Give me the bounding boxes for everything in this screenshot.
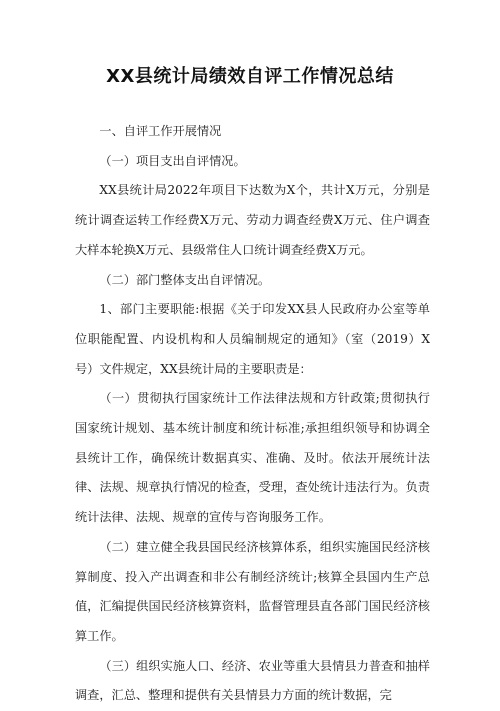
paragraph-duty-3: （三）组织实施人口、经济、农业等重大县情县力普查和抽样调查，汇总、整理和提供有关县情县力方面的统计数据，完	[75, 658, 430, 703]
document-body	[75, 117, 430, 711]
paragraph-duty-2: （二）建立健全我县国民经济核算体系，组织实施国民经济核算制度、投入产出调查和非公有制经济统计;核算全县国内生产总值，汇编提供国民经济核算资料，监督管理县直各部门国民经济核算工作。	[75, 539, 430, 643]
paragraph-duty-1: （一）贯彻执行国家统计工作法律法规和方针政策;贯彻执行国家统计规划、基本统计制度和统计标准;承担组织领导和协调全县统计工作，确保统计数据真实、准确、及时。依法开展统计法律、法规、规章执行情况的检查，受理，查处统计违法行为。负责统计法律、法规、规章的宣传与咨询服务工作。	[75, 391, 430, 525]
section-heading-1: 一、自评工作开展情况	[99, 124, 222, 138]
document-title: XX县统计局绩效自评工作情况总结	[106, 66, 394, 87]
subsection-heading-department-expense: （二）部门整体支出自评情况。	[99, 272, 271, 287]
subsection-heading-project-expense: （一）项目支出自评情况。	[99, 153, 246, 168]
paragraph-department-functions: 1、部门主要职能:根据《关于印发XX县人民政府办公室等单位职能配置、内设机构和人员编制规定的通知》（室（2019）X号）文件规定，XX县统计局的主要职责是：	[75, 302, 430, 376]
paragraph-project-expense-summary: XX县统计局2022年项目下达数为X个，共计X万元，分别是统计调查运转工作经费X万元、劳动力调查经费X万元、住户调查大样本轮换X万元、县级常住人口统计调查经费X万元。	[75, 183, 430, 257]
